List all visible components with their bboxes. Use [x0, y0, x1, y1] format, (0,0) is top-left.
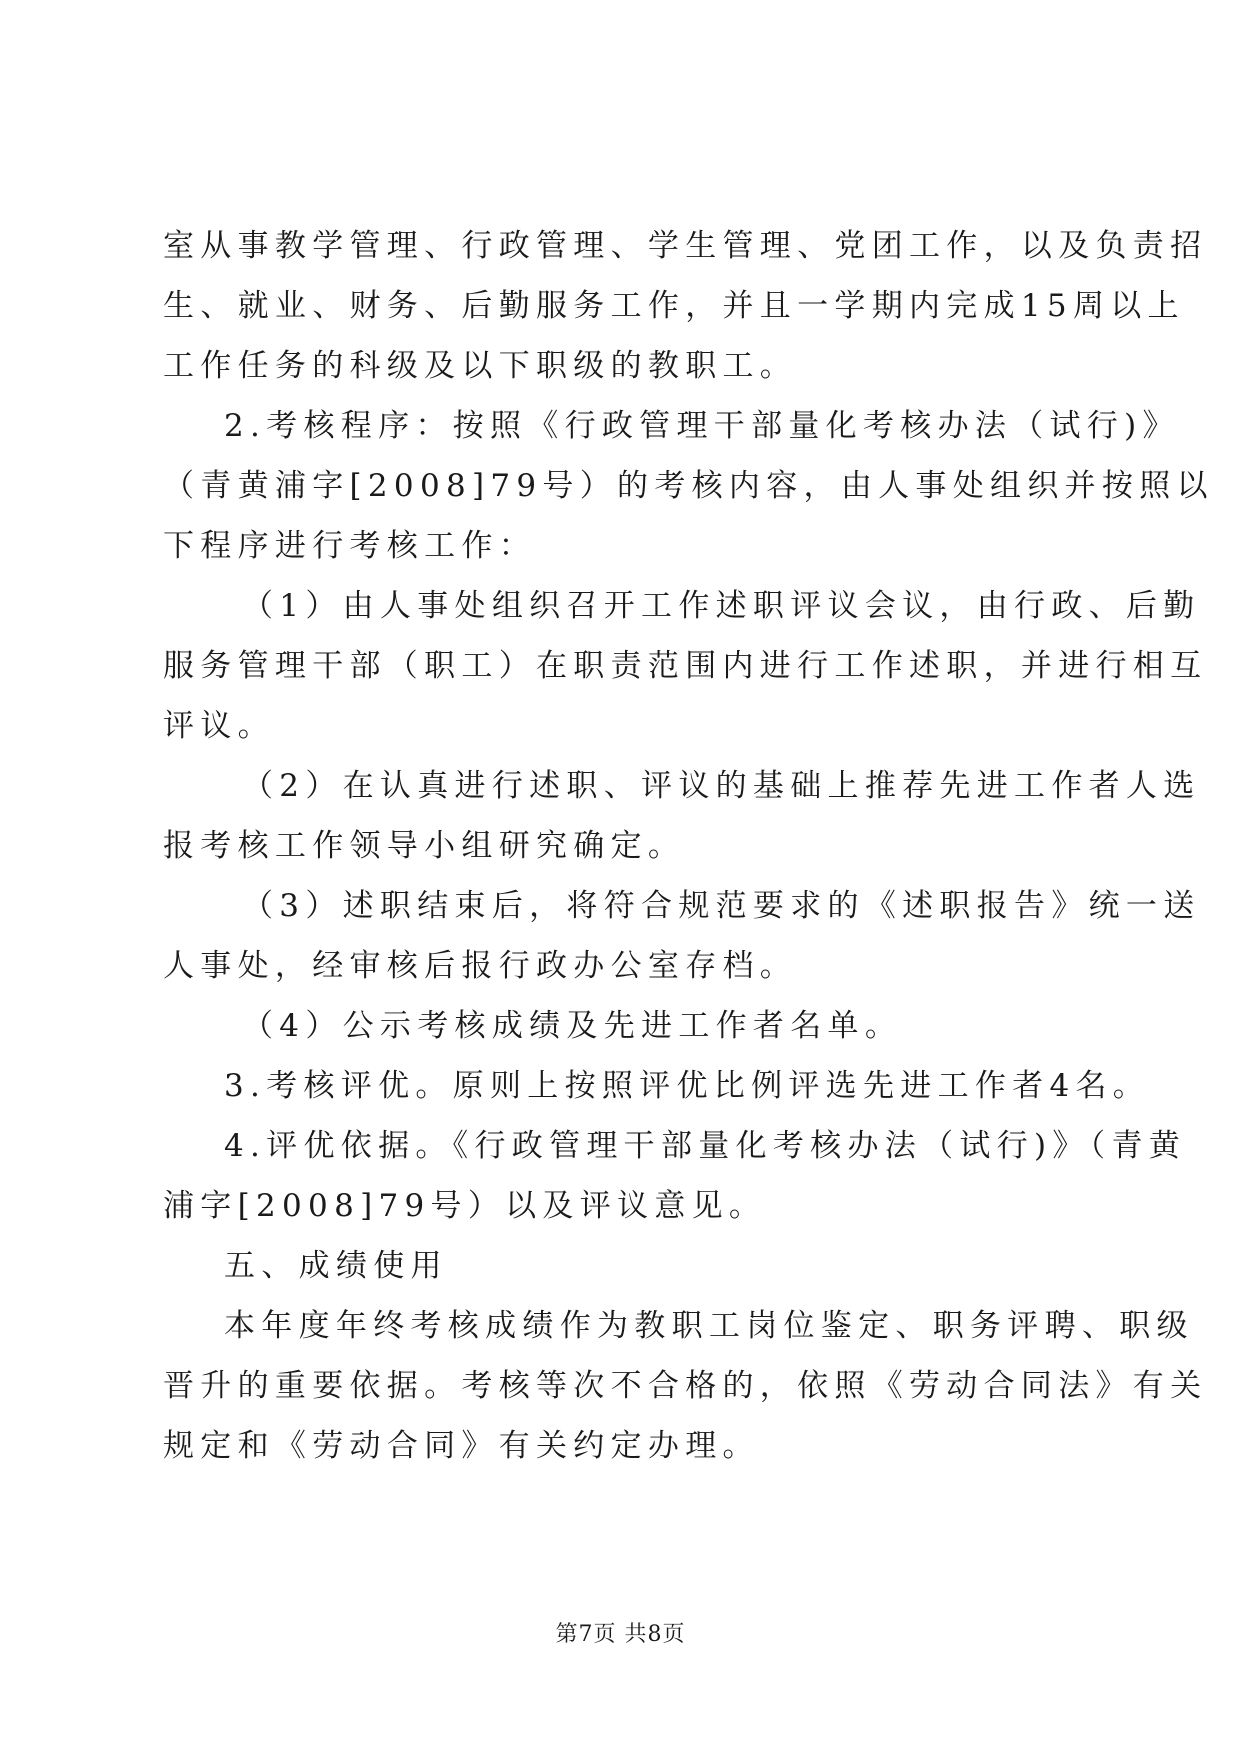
paragraph-line: 2.考核程序：按照《行政管理干部量化考核办法（试行)》: [224, 408, 1180, 444]
paragraph-line: 人事处，经审核后报行政办公室存档。: [163, 948, 798, 984]
paragraph-line: 浦字[2008]79号）以及评议意见。: [163, 1188, 767, 1224]
paragraph-line: （1）由人事处组织召开工作述职评议会议，由行政、后勤: [242, 588, 1201, 624]
paragraph-line: （2）在认真进行述职、评议的基础上推荐先进工作者人选: [242, 768, 1201, 804]
paragraph-line: 工作任务的科级及以下职级的教职工。: [163, 348, 798, 384]
paragraph-line: 报考核工作领导小组研究确定。: [163, 828, 686, 864]
paragraph-line: 规定和《劳动合同》有关约定办理。: [163, 1428, 760, 1464]
paragraph-line: （青黄浦字[2008]79号）的考核内容，由人事处组织并按照以: [163, 468, 1214, 504]
paragraph-line: 生、就业、财务、后勤服务工作，并且一学期内完成15周以上: [163, 288, 1185, 324]
page-number-footer: 第7页 共8页: [555, 1622, 686, 1647]
paragraph-line: 3.考核评优。原则上按照评优比例评选先进工作者4名。: [224, 1068, 1151, 1104]
paragraph-line: 室从事教学管理、行政管理、学生管理、党团工作，以及负责招: [163, 228, 1208, 264]
section-heading: 五、成绩使用: [224, 1248, 448, 1284]
paragraph-line: 晋升的重要依据。考核等次不合格的，依照《劳动合同法》有关: [163, 1368, 1208, 1404]
paragraph-line: （4）公示考核成绩及先进工作者名单。: [242, 1008, 903, 1044]
paragraph-line: 评议。: [163, 708, 275, 744]
paragraph-line: 本年度年终考核成绩作为教职工岗位鉴定、职务评聘、职级: [224, 1308, 1194, 1344]
paragraph-line: （3）述职结束后，将符合规范要求的《述职报告》统一送: [242, 888, 1201, 924]
paragraph-line: 下程序进行考核工作：: [163, 528, 536, 564]
paragraph-line: 服务管理干部（职工）在职责范围内进行工作述职，并进行相互: [163, 648, 1208, 684]
paragraph-line: 4.评优依据。《行政管理干部量化考核办法（试行)》（青黄: [224, 1128, 1187, 1164]
